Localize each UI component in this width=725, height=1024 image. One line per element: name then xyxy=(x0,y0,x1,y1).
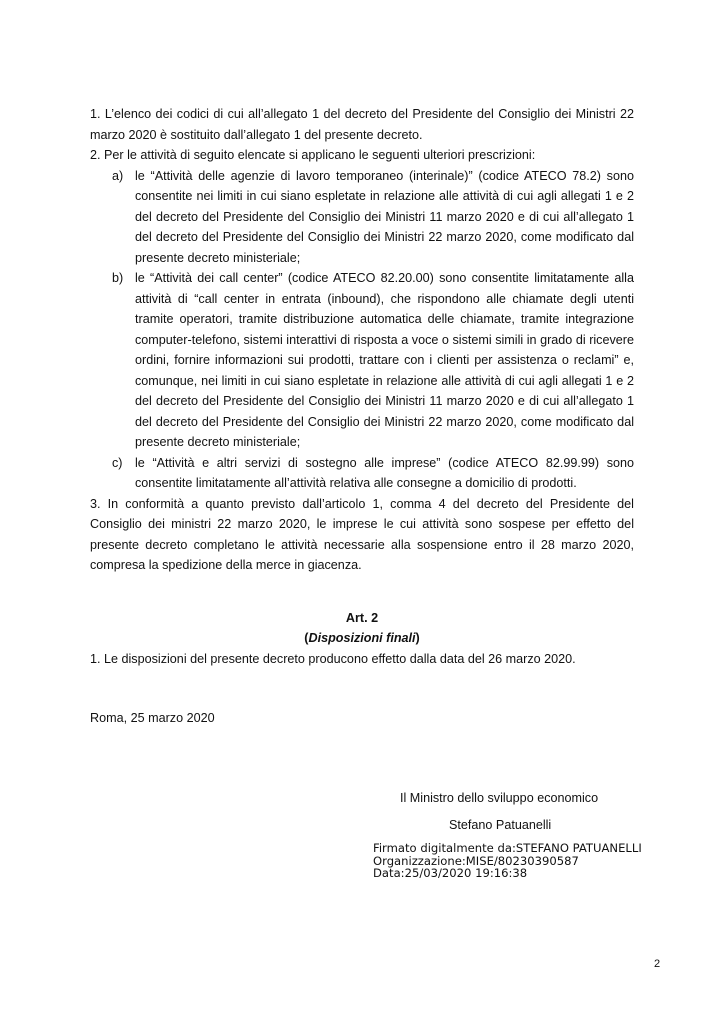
list-item-a xyxy=(90,166,634,269)
digital-signature xyxy=(373,842,642,880)
signature-organization: Organizzazione:MISE/80230390587 xyxy=(373,853,579,868)
paragraph-3: 3. In conformità a quanto previsto dall’articolo 1, comma 4 del decreto del Presidente del Consiglio dei ministri 22 marzo 2020, le imprese le cui attività sono sospese per effetto del presente decreto completano le attività necessarie alla sospensione entro il 28 marzo 2020, compresa la spedizione della merce in giacenza. xyxy=(90,496,634,572)
article-subtitle xyxy=(90,628,634,649)
signature-signer: Firmato digitalmente da:STEFANO PATUANELLI xyxy=(373,841,642,855)
list-item-marker: a) xyxy=(112,168,124,183)
document-body xyxy=(90,104,634,669)
list-item-marker: c) xyxy=(112,455,123,470)
paragraph-1: 1. L’elenco dei codici di cui all’allegato 1 del decreto del Presidente del Consiglio dei Ministri 22 marzo 2020 è sostituito dall’allegato 1 del presente decreto. xyxy=(90,107,634,142)
list-item-marker: b) xyxy=(112,271,124,285)
signature-date: Data:25/03/2020 19:16:38 xyxy=(373,866,528,880)
paragraph-2: 2. Per le attività di seguito elencate si applicano le seguenti ulteriori prescrizioni: xyxy=(90,148,536,162)
minister-name: Stefano Patuanelli xyxy=(449,818,552,832)
list-item-text: le “Attività dei call center” (codice ATECO 82.20.00) sono consentite limitatamente alla attività di “call center in entrata (inbound), che rispondono alle chiamate degli utenti tramite operatori, tramite distribuzione automatica delle chiamate, tramite integrazione computer-telefono, sistemi interattivi di risposta a voce o sistemi simili in grado di ricevere ordini, fornire informazioni sui prodotti, trattare con i clienti per assistenza o reclami” e, comunque, nei limiti in cui siano espletate in relazione alle attività di cui agli allegati 1 e 2 del decreto del Presidente del Consiglio dei Ministri 11 marzo 2020 e di cui all’allegato 1 del decreto del Presidente del Consiglio dei Ministri 22 marzo 2020, come modificato dal presente decreto ministeriale; xyxy=(135,271,634,449)
article-title: Art. 2 xyxy=(345,610,379,625)
minister-title: Il Ministro dello sviluppo economico xyxy=(400,791,599,805)
list-item-b xyxy=(90,268,634,453)
list-item-text: le “Attività e altri servizi di sostegno alle imprese” (codice ATECO 82.99.99) sono consentite limitatamente all’attività relativa alle consegne a domicilio di prodotti. xyxy=(135,455,634,490)
article-paragraph: 1. Le disposizioni del presente decreto producono effetto dalla data del 26 marzo 2020. xyxy=(90,651,576,666)
place-date: Roma, 25 marzo 2020 xyxy=(90,711,215,725)
article-subtitle-open: ( xyxy=(304,631,309,645)
article-subtitle-text: Disposizioni finali xyxy=(308,631,416,645)
article-subtitle-close: ) xyxy=(415,631,420,645)
list-item-text: le “Attività delle agenzie di lavoro temporaneo (interinale)” (codice ATECO 78.2) sono consentite nei limiti in cui siano espletate in relazione alle attività di cui agli allegati 1 e 2 del decreto del Presidente del Consiglio dei Ministri 11 marzo 2020 e di cui all’allegato 1 del decreto del Presidente del Consiglio dei Ministri 22 marzo 2020, come modificato dal presente decreto ministeriale; xyxy=(135,168,634,265)
page-number: 2 xyxy=(654,958,661,970)
list-item-c xyxy=(90,453,634,494)
